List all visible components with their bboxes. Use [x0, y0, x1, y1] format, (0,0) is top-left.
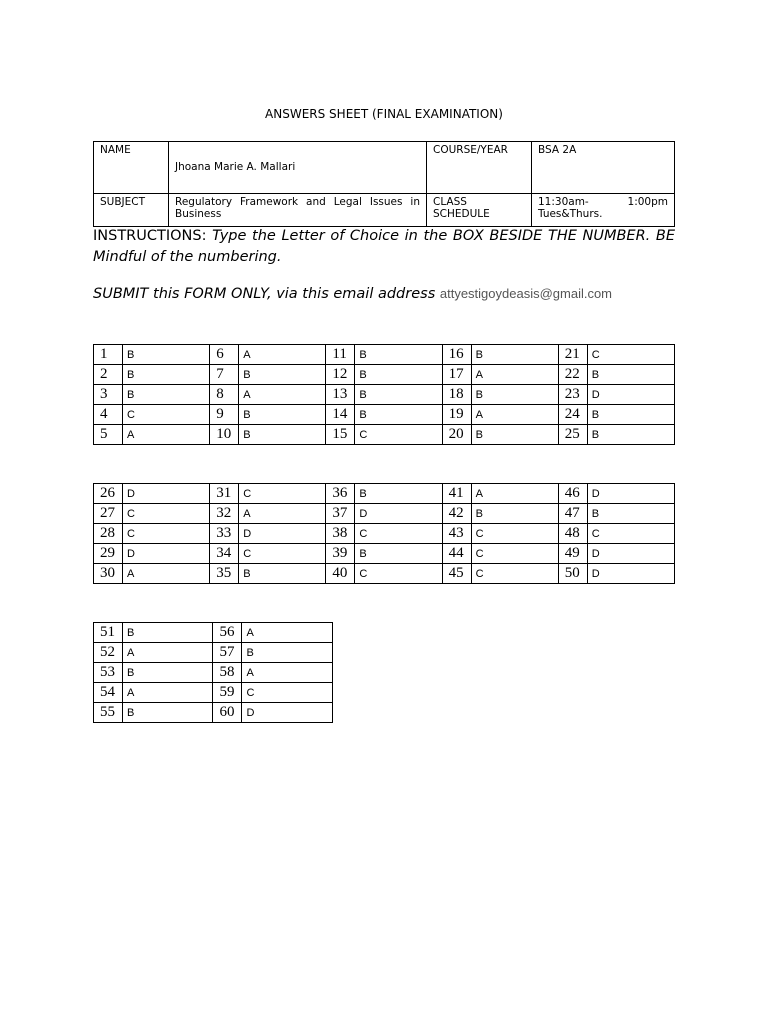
- class-label-line-1: CLASS: [433, 196, 467, 208]
- question-number: 5: [94, 425, 123, 445]
- answer-row: [94, 345, 675, 365]
- answer-grid-1: [93, 344, 675, 445]
- question-number: 45: [442, 564, 471, 584]
- answer-box[interactable]: B: [471, 504, 558, 524]
- answer-box[interactable]: C: [239, 544, 326, 564]
- question-number: 58: [213, 663, 242, 683]
- question-number: 14: [326, 405, 355, 425]
- answer-box[interactable]: B: [242, 643, 333, 663]
- answer-box[interactable]: D: [239, 524, 326, 544]
- answer-box[interactable]: B: [123, 385, 210, 405]
- question-number: 15: [326, 425, 355, 445]
- answer-box[interactable]: C: [471, 544, 558, 564]
- answer-box[interactable]: B: [355, 484, 442, 504]
- question-number: 36: [326, 484, 355, 504]
- answer-box[interactable]: C: [242, 683, 333, 703]
- question-number: 28: [94, 524, 123, 544]
- answer-box[interactable]: D: [123, 544, 210, 564]
- answer-box[interactable]: A: [239, 345, 326, 365]
- answer-box[interactable]: C: [123, 405, 210, 425]
- question-number: 12: [326, 365, 355, 385]
- question-number: 22: [558, 365, 587, 385]
- answer-box[interactable]: B: [239, 365, 326, 385]
- question-number: 1: [94, 345, 123, 365]
- question-number: 20: [442, 425, 471, 445]
- answer-row: [94, 623, 333, 643]
- answer-row: [94, 385, 675, 405]
- submit-text: SUBMIT this FORM ONLY, via this email address: [93, 286, 436, 302]
- page-title: ANSWERS SHEET (FINAL EXAMINATION): [265, 107, 503, 121]
- answer-grid-2: [93, 483, 675, 584]
- answer-box[interactable]: D: [587, 564, 674, 584]
- question-number: 4: [94, 405, 123, 425]
- question-number: 10: [210, 425, 239, 445]
- question-number: 25: [558, 425, 587, 445]
- answer-box[interactable]: B: [239, 564, 326, 584]
- question-number: 57: [213, 643, 242, 663]
- course-value: BSA 2A: [532, 142, 675, 194]
- answer-box[interactable]: B: [122, 623, 213, 643]
- schedule-days: Tues&Thurs.: [538, 208, 603, 220]
- info-row-name: [94, 142, 675, 194]
- question-number: 18: [442, 385, 471, 405]
- question-number: 11: [326, 345, 355, 365]
- answer-box[interactable]: B: [587, 504, 674, 524]
- answer-box[interactable]: B: [587, 365, 674, 385]
- answer-box[interactable]: C: [355, 524, 442, 544]
- question-number: 42: [442, 504, 471, 524]
- answer-box[interactable]: C: [471, 524, 558, 544]
- question-number: 6: [210, 345, 239, 365]
- answer-row: [94, 484, 675, 504]
- schedule-start: 11:30am-: [538, 196, 589, 208]
- answer-box[interactable]: B: [355, 544, 442, 564]
- schedule-time: [538, 196, 668, 208]
- answer-box[interactable]: B: [239, 405, 326, 425]
- question-number: 16: [442, 345, 471, 365]
- answer-row: [94, 425, 675, 445]
- answer-box[interactable]: A: [239, 504, 326, 524]
- question-number: 41: [442, 484, 471, 504]
- name-value: Jhoana Marie A. Mallari: [169, 142, 427, 194]
- answer-box[interactable]: C: [123, 524, 210, 544]
- question-number: 33: [210, 524, 239, 544]
- question-number: 31: [210, 484, 239, 504]
- answer-box[interactable]: A: [471, 405, 558, 425]
- answer-row: [94, 683, 333, 703]
- instructions-label: INSTRUCTIONS:: [93, 228, 207, 244]
- class-schedule-label: [427, 194, 532, 227]
- answer-box[interactable]: C: [239, 484, 326, 504]
- question-number: 44: [442, 544, 471, 564]
- answer-box[interactable]: D: [123, 484, 210, 504]
- answer-box[interactable]: D: [355, 504, 442, 524]
- answer-box[interactable]: B: [122, 703, 213, 723]
- answer-row: [94, 365, 675, 385]
- answer-box[interactable]: D: [242, 703, 333, 723]
- answer-grid-3: [93, 622, 333, 723]
- question-number: 29: [94, 544, 123, 564]
- answer-box[interactable]: A: [242, 663, 333, 683]
- question-number: 53: [94, 663, 123, 683]
- question-number: 26: [94, 484, 123, 504]
- answer-box[interactable]: A: [471, 365, 558, 385]
- answer-box[interactable]: C: [355, 425, 442, 445]
- question-number: 48: [558, 524, 587, 544]
- answer-box[interactable]: A: [239, 385, 326, 405]
- class-schedule-value: [532, 194, 675, 227]
- subject-label: SUBJECT: [94, 194, 169, 227]
- answer-box[interactable]: B: [355, 385, 442, 405]
- question-number: 3: [94, 385, 123, 405]
- answer-box[interactable]: D: [587, 544, 674, 564]
- subject-line-2: Business: [175, 208, 222, 220]
- answer-row: [94, 524, 675, 544]
- answer-box[interactable]: D: [587, 385, 674, 405]
- answer-row: [94, 663, 333, 683]
- answer-box[interactable]: C: [123, 504, 210, 524]
- question-number: 19: [442, 405, 471, 425]
- answer-box[interactable]: B: [587, 405, 674, 425]
- email-address: attyestigoydeasis@gmail.com: [439, 286, 613, 301]
- question-number: 46: [558, 484, 587, 504]
- question-number: 52: [94, 643, 123, 663]
- question-number: 17: [442, 365, 471, 385]
- answer-box[interactable]: B: [122, 663, 213, 683]
- answer-box[interactable]: A: [122, 643, 213, 663]
- class-label-line-2: SCHEDULE: [433, 208, 490, 220]
- course-label: COURSE/YEAR: [427, 142, 532, 194]
- answer-box[interactable]: A: [123, 425, 210, 445]
- question-number: 47: [558, 504, 587, 524]
- instructions: [93, 226, 675, 268]
- answer-box[interactable]: A: [122, 683, 213, 703]
- answer-box[interactable]: B: [355, 345, 442, 365]
- question-number: 39: [326, 544, 355, 564]
- question-number: 9: [210, 405, 239, 425]
- question-number: 24: [558, 405, 587, 425]
- question-number: 35: [210, 564, 239, 584]
- answer-row: [94, 544, 675, 564]
- answer-row: [94, 643, 333, 663]
- question-number: 23: [558, 385, 587, 405]
- question-number: 56: [213, 623, 242, 643]
- answer-box[interactable]: B: [471, 425, 558, 445]
- student-info-table: [93, 141, 675, 227]
- submit-note: [93, 286, 693, 302]
- answer-box[interactable]: A: [123, 564, 210, 584]
- answer-box[interactable]: C: [587, 524, 674, 544]
- question-number: 40: [326, 564, 355, 584]
- instructions-text: Type the Letter of Choice in the BOX BESIDE THE NUMBER. BE Mindful of the numbering.: [93, 228, 676, 265]
- answer-box[interactable]: B: [471, 385, 558, 405]
- question-number: 43: [442, 524, 471, 544]
- name-label: NAME: [94, 142, 169, 194]
- question-number: 60: [213, 703, 242, 723]
- answer-box[interactable]: B: [471, 345, 558, 365]
- answer-row: [94, 564, 675, 584]
- info-row-subject: [94, 194, 675, 227]
- question-number: 21: [558, 345, 587, 365]
- answer-box[interactable]: A: [242, 623, 333, 643]
- answer-box[interactable]: C: [587, 345, 674, 365]
- answer-row: [94, 405, 675, 425]
- question-number: 38: [326, 524, 355, 544]
- subject-value: [169, 194, 427, 227]
- question-number: 37: [326, 504, 355, 524]
- answer-box[interactable]: B: [355, 365, 442, 385]
- question-number: 27: [94, 504, 123, 524]
- question-number: 32: [210, 504, 239, 524]
- answer-box[interactable]: D: [587, 484, 674, 504]
- answer-box[interactable]: B: [587, 425, 674, 445]
- question-number: 7: [210, 365, 239, 385]
- question-number: 49: [558, 544, 587, 564]
- question-number: 54: [94, 683, 123, 703]
- subject-line-1: Regulatory Framework and Legal Issues in: [175, 196, 420, 208]
- answer-row: [94, 504, 675, 524]
- answer-box[interactable]: A: [471, 484, 558, 504]
- question-number: 8: [210, 385, 239, 405]
- question-number: 55: [94, 703, 123, 723]
- answer-box[interactable]: C: [471, 564, 558, 584]
- answer-row: [94, 703, 333, 723]
- schedule-end: 1:00pm: [627, 196, 668, 208]
- question-number: 50: [558, 564, 587, 584]
- question-number: 34: [210, 544, 239, 564]
- question-number: 2: [94, 365, 123, 385]
- question-number: 51: [94, 623, 123, 643]
- question-number: 30: [94, 564, 123, 584]
- answer-box[interactable]: B: [123, 345, 210, 365]
- answer-box[interactable]: B: [123, 365, 210, 385]
- question-number: 59: [213, 683, 242, 703]
- answer-box[interactable]: C: [355, 564, 442, 584]
- question-number: 13: [326, 385, 355, 405]
- answer-box[interactable]: B: [239, 425, 326, 445]
- answer-box[interactable]: B: [355, 405, 442, 425]
